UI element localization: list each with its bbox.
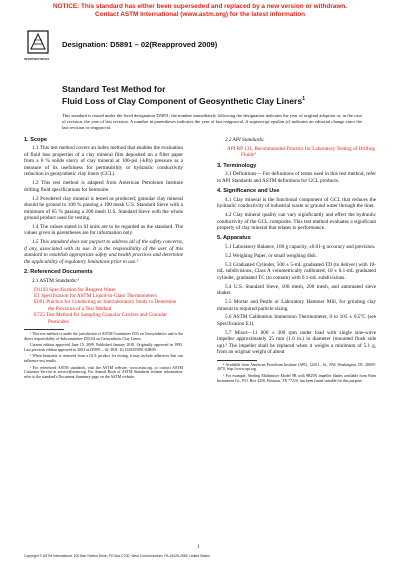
title-text: Fluid Loss of Clay Component of Geosynthetic Clay Liners (62, 95, 303, 106)
footnote-divider (24, 329, 64, 330)
astm-logo-icon (27, 30, 49, 56)
refdocs-para-1: 2.1 ASTM Standards:³ (32, 277, 79, 284)
copyright-line: Copyright © ASTM International, 100 Barr Harbor Drive, PO Box C700, West Conshohocken, PA 19428-2959. United States (24, 554, 210, 558)
astm-logo (24, 30, 52, 61)
reference-link[interactable]: E725 (34, 312, 45, 319)
page-number: 1 (197, 545, 200, 550)
reference-item (24, 299, 183, 312)
footnote-5: ⁵ For example, Sterling Multimixer Model 9B with 9B29X impeller blades available from Fann Instrument Co., P.O. Box 4350, Houston, TX 77210, has been found suitable for this purpose. (217, 373, 376, 383)
reference-item (24, 312, 183, 325)
apparatus-para-4: 5.4 U.S. Standard Sieve, 100 mesh, 200 mesh, and automated sieve shaker. (217, 283, 376, 297)
apparatus-para-7: 5.7 Mixer—11 000 ± 300 rpm under load with single sine-wave impeller approximately 25 mm (1.0 in.) in diameter (mounted flush side up).⁵ The impeller shall be replaced when it weighs a minimum of 5.1 g, from an original weight of about (217, 329, 376, 356)
apparatus-para-5: 5.5 Mortar and Pestle or Laboratory Hammer Mill, for grinding clay mineral to required particle sizing. (217, 299, 376, 312)
terminology-heading: 3. Terminology (217, 162, 257, 169)
significance-heading: 4. Significance and Use (217, 188, 280, 195)
scope-para-4: 1.4 The values stated in SI units are to be regarded as the standard. The values given in parentheses are for information only. (24, 223, 183, 237)
reference-item (217, 146, 376, 159)
apparatus-para-6: 5.6 ASTM Calibration Immersion Thermometer, 0 to 105 ± 0.5°C (see Specification E1). (217, 314, 376, 327)
logo-text: INTERNATIONAL (24, 57, 50, 61)
designation: Designation: D5891 – 02(Reapproved 2009) (62, 40, 218, 49)
notice-line-1: NOTICE: This standard has either been superseded and replaced by a new version or withdrawn. (52, 3, 348, 10)
reference-link[interactable]: E691 (34, 299, 45, 306)
footnote-divider (217, 360, 257, 361)
terminology-para-1: 3.1 Definitions— For definitions of terms used in this test method, refer to API Standards and ASTM definitions for GCL products. (217, 171, 376, 184)
page-title (62, 94, 382, 106)
reference-link[interactable]: D1193 (34, 286, 48, 293)
reference-link[interactable]: E1 (34, 293, 40, 300)
reference-list (24, 287, 183, 326)
apparatus-para-1: 5.1 Laboratory Balance, 100 g capacity, ±0.01-g accuracy and precision. (225, 243, 376, 250)
standard-type: Standard Test Method for (62, 84, 166, 94)
title-block (62, 84, 382, 106)
scope-heading: 1. Scope (24, 137, 48, 143)
footnote-3: ³ For referenced ASTM standards, visit the ASTM website, www.astm.org, or contact ASTM Customer Service at service@astm.org. For Annual Book of ASTM Standards volume information, refer to the standard's Document Summary page on the ASTM website. (24, 365, 183, 380)
significance-para-1: 4.1 Clay mineral is the functional component of GCL that reduces the hydraulic conductivity of industrial waste or ground water through the liner. (217, 196, 376, 210)
refdocs-heading: 2. Referenced Documents (24, 269, 93, 276)
api-heading: 2.2 API Standards: (225, 137, 265, 143)
api-reference (217, 146, 376, 159)
reference-title[interactable]: Specification for ASTM Liquid-in-Glass Thermometers (41, 293, 157, 300)
reference-title[interactable]: Test Method for Sampling Granular Carriers and Granular Pesticides (46, 312, 167, 325)
notice-banner (0, 3, 400, 19)
apparatus-heading: 5. Apparatus (217, 235, 251, 242)
intro-note: This standard is issued under the fixed designation D5891; the number immediately following the designation indicates the year of original adoption or, in the case of revision, the year of last revision. A number in parentheses indicates the year of last reapproval. A superscript epsilon (ε) indicates an editorial change since the last revision or reapproval. (62, 113, 362, 130)
scope-para-5: 1.5 This standard does not purport to address all of the safety concerns, if any, associated with its use. It is the responsibility of the user of this standard to establish appropriate safety and health practices and determine the applicability of regulatory limitations prior to use.² (24, 239, 183, 265)
reference-link[interactable]: API RP 131, Recommended Practice for Laboratory Testing of Drilling Fluids⁴ (227, 145, 376, 159)
right-column (217, 137, 376, 385)
notice-line-2: Contact ASTM International (www.astm.org) for the latest information (94, 10, 306, 18)
apparatus-para-2: 5.2 Weighing Paper, or small weighing dish. (225, 252, 317, 259)
significance-para-2: 4.2 Clay mineral quality can vary significantly and effect the hydraulic conductivity of the GCL composite. This test method evaluates a significant property of clay mineral that relates to performance. (217, 212, 376, 231)
reference-title[interactable]: Practice for Conducting an Interlaboratory Study to Determine the Precision of a Test Method (46, 299, 177, 312)
scope-para-2: 1.2 This test method is adapted from American Petroleum Institute drilling fluid specifications for bentonite. (24, 180, 183, 193)
scope-para-3: 1.3 Powdered clay mineral is tested as produced; granular clay mineral should be ground to 100 % passing a 100 mesh U.S. Standard Sieve with a minimum of 65 % passing a 200 mesh U.S. Standard Sieve with the whole ground product used for testing. (24, 195, 183, 221)
footnote-1: ¹ This test method is under the jurisdiction of ASTM Committee D35 on Geosynthetics and is the direct responsibility of Subcommittee D35.04 on Geosynthetic Clay Liners. (24, 332, 183, 342)
scope-para-1: 1.1 This test method covers an index method that enables the evaluation of fluid loss properties of a clay mineral film deposited on a filter paper from a 6 % solids slurry of clay mineral at 100-psi (-kPa) pressure as a measure of its usefulness for permeability or hydraulic conductivity reduction in geosynthetic clay liners (GCL). (24, 145, 183, 178)
reference-title[interactable]: Specification for Reagent Water (49, 286, 116, 293)
left-column (24, 137, 183, 381)
footnote-2: ² When bentonite is removed from a GCL product for testing, it may include adhesives that can influence test results. (24, 354, 183, 364)
title-footnote-mark: 1 (302, 96, 305, 102)
footnote-edition: Current edition approved June 15, 2009. Published January 2010. Originally approved in 1995. Last previous edition approved in 2002 as D5891 – 02. DOI: 10.1520/D5891-02R09. (24, 343, 183, 353)
footnote-4: ⁴ Available from American Petroleum Institute (API), 1220 L. St., NW, Washington, DC 20005-4070, http://www.api.org. (217, 362, 376, 372)
apparatus-para-3: 5.3 Graduated Cylinder, 500 ± 5-mL graduated TD (to deliver) with 10-mL subdivisions, Class A volumetrically calibrated; 10 ± 0.1-mL graduated cylinder, graduated TC (to contain) with 0.1-mL subdivisions. (217, 261, 376, 281)
